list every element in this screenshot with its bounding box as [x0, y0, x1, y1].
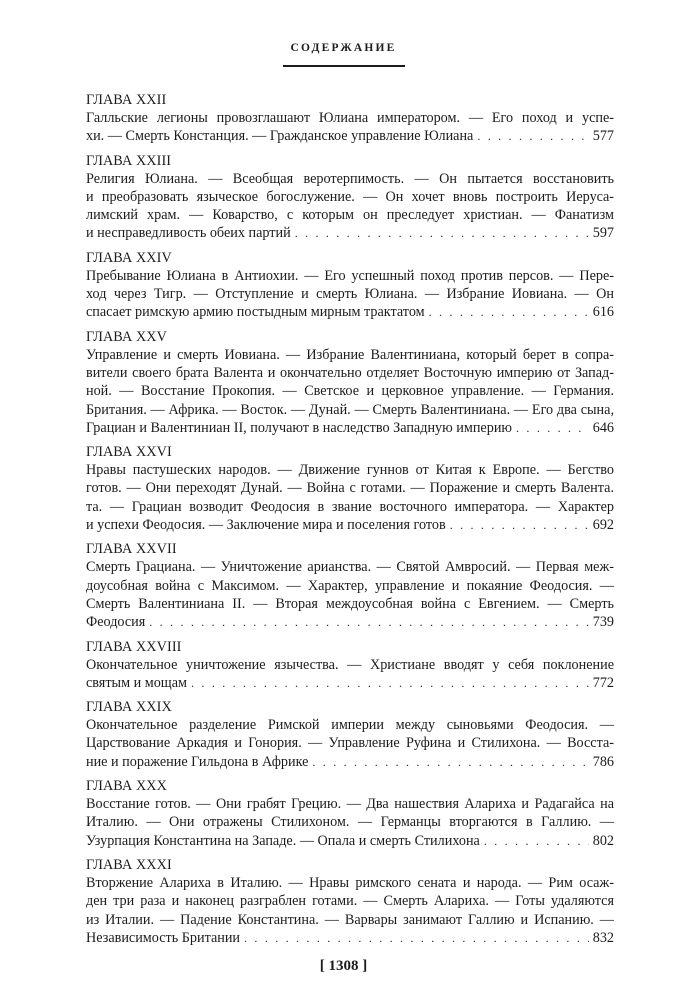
- dot-leader: [244, 929, 589, 947]
- chapter-summary-line: Восстание готов. — Они грабят Грецию. — Два нашествия Алариха и Радагайса на: [86, 796, 614, 813]
- chapter-summary-line: Британия. — Африка. — Восток. — Дунай. — Смерть Валентиниана. — Его два сына,: [86, 401, 614, 418]
- dot-leader: [450, 516, 589, 534]
- page-ref: 739: [592, 614, 614, 631]
- chapter-summary-line: Италию. — Они отражены Стилихоном. — Германцы вторгаются в Галлию. —: [86, 814, 614, 831]
- chapter-summary-line: Галльские легионы провозглашают Юлиана императором. — Его поход и успе-: [86, 110, 614, 126]
- chapter-summary-line: Религия Юлиана. — Всеобщая веротерпимость. — Он пытается восстановить: [86, 170, 614, 187]
- toc-entry: [86, 153, 614, 243]
- chapter-summary-line: и несправедливость обеих партий: [86, 225, 291, 242]
- chapter-summary-last-line: [86, 929, 614, 947]
- chapter-summary-line: ние и поражение Гильдона в Африке: [86, 753, 309, 770]
- chapter-summary-line: святым и мощам: [86, 674, 188, 691]
- chapter-summary-line: лимский храм. — Коварство, с которым он преследует христиан. — Фанатизм: [86, 207, 614, 224]
- chapter-summary-line: Грациан и Валентиниан II, получают в наследство Западную империю: [86, 419, 513, 436]
- chapter-summary-line: и преобразовать языческое богослужение. — Он хочет вновь построить Иерусa-: [86, 188, 614, 205]
- chapter-title: ГЛАВА XXX: [86, 778, 168, 795]
- toc-entry: [86, 329, 614, 437]
- chapter-title: ГЛАВА XXV: [86, 328, 168, 345]
- chapter-summary-line: Царствование Аркадия и Гонория. — Управление Руфина и Стилихона. — Восста-: [86, 735, 614, 752]
- toc-entry: [86, 541, 614, 631]
- table-of-contents: [86, 92, 614, 954]
- chapter-summary-line: хи. — Смерть Констанция. — Гражданское управление Юлиана: [86, 128, 474, 145]
- chapter-title: ГЛАВА XXIV: [86, 249, 172, 266]
- toc-entry: [86, 250, 614, 322]
- running-head-rule: [283, 65, 405, 67]
- page-ref: 597: [592, 225, 614, 242]
- chapter-summary-line: ход через Тигр. — Отступление и смерть Юлиана. — Избрание Иовиана. — Он: [86, 286, 614, 303]
- chapter-title: ГЛАВА XXVI: [86, 444, 172, 461]
- chapter-summary-line: Пребывание Юлиана в Антиохии. — Его успешный поход против персов. — Пере-: [86, 267, 614, 284]
- chapter-summary-line: Окончательное уничтожение язычества. — Христиане вводят у себя поклонение: [86, 656, 614, 673]
- toc-entry: [86, 639, 614, 693]
- chapter-summary-line: ной. — Восстание Прокопия. — Светское и церковное управление. — Германия.: [86, 383, 614, 400]
- chapter-title: ГЛАВА XXVIII: [86, 638, 182, 655]
- page-ref: 692: [592, 517, 614, 534]
- dot-leader: [295, 224, 589, 242]
- chapter-summary-last-line: [86, 832, 614, 850]
- page-ref: 577: [592, 128, 614, 145]
- chapter-summary-line: Вторжение Алариха в Италию. — Нравы римского сената и народа. — Рим осаж-: [86, 874, 614, 891]
- chapter-summary-line: Независимость Британии: [86, 929, 241, 946]
- chapter-title: ГЛАВА XXIX: [86, 699, 172, 716]
- chapter-summary-last-line: [86, 419, 614, 437]
- chapter-title: ГЛАВА XXVII: [86, 541, 177, 558]
- toc-entry: [86, 444, 614, 534]
- chapter-summary-line: Управление и смерть Иовиана. — Избрание Валентиниана, который берет в сопра-: [86, 346, 614, 363]
- chapter-summary-line: из Италии. — Падение Константина. — Варвары занимают Галлию и Испанию. —: [86, 911, 614, 928]
- chapter-summary-line: Узурпация Константина на Западе. — Опала и смерть Стилихона: [86, 832, 480, 849]
- dot-leader: [429, 303, 589, 321]
- chapter-summary-line: та. — Грациан возводит Феодосия в звание восточного императора. — Характер: [86, 498, 614, 515]
- chapter-summary-line: готов. — Они переходят Дунай. — Война с готами. — Поражение и смерть Валента.: [86, 480, 614, 497]
- chapter-summary-line: вители своего брата Валента и окончательно отделяет Восточную империю от Запад-: [86, 364, 614, 381]
- toc-entry: [86, 778, 614, 850]
- chapter-summary-line: ден три раза и наконец разграблен готами. — Смерть Алариха. — Готы удаляются: [86, 893, 614, 910]
- toc-entry: [86, 699, 614, 771]
- chapter-summary-last-line: [86, 674, 614, 692]
- dot-leader: [516, 419, 589, 437]
- chapter-summary-line: Окончательное разделение Римской империи между сыновьями Феодосия. —: [86, 717, 614, 734]
- chapter-summary-line: Смерть Грациана. — Уничтожение арианства. — Святой Амвросий. — Первая меж-: [86, 559, 614, 576]
- dot-leader: [191, 674, 589, 692]
- dot-leader: [477, 127, 588, 145]
- chapter-summary-last-line: [86, 127, 614, 145]
- page-ref: 832: [592, 929, 614, 946]
- dot-leader: [149, 613, 588, 631]
- page-ref: 772: [592, 674, 614, 691]
- page-ref: 802: [592, 832, 614, 849]
- dot-leader: [484, 832, 589, 850]
- chapter-summary-line: спасает римскую армию постыдным мирным трактатом: [86, 304, 425, 321]
- chapter-summary-last-line: [86, 224, 614, 242]
- chapter-summary-line: доусобная война с Максимом. — Характер, управление и покаяние Феодосия. —: [86, 577, 614, 594]
- toc-entry: [86, 92, 614, 146]
- chapter-title: ГЛАВА XXIII: [86, 152, 172, 169]
- chapter-summary-last-line: [86, 613, 614, 631]
- chapter-summary-last-line: [86, 753, 614, 771]
- page-ref: 786: [592, 753, 614, 770]
- running-head: СОДЕРЖАНИЕ: [290, 42, 397, 54]
- chapter-summary-line: Нравы пастушеских народов. — Движение гуннов от Китая к Европе. — Бегство: [86, 462, 614, 479]
- chapter-summary-line: Смерть Валентиниана II. — Вторая междоусобная война с Евгением. — Смерть: [86, 595, 614, 612]
- page-ref: 616: [592, 304, 614, 321]
- chapter-summary-last-line: [86, 516, 614, 534]
- page-number: [ 1308 ]: [319, 958, 368, 974]
- dot-leader: [312, 753, 588, 771]
- chapter-summary-line: Феодосия: [86, 614, 146, 631]
- chapter-summary-line: и успехи Феодосия. — Заключение мира и поселения готов: [86, 517, 446, 534]
- chapter-title: ГЛАВА XXXI: [86, 856, 172, 873]
- toc-entry: [86, 857, 614, 947]
- chapter-title: ГЛАВА XXII: [86, 92, 167, 108]
- page-ref: 646: [592, 419, 614, 436]
- chapter-summary-last-line: [86, 303, 614, 321]
